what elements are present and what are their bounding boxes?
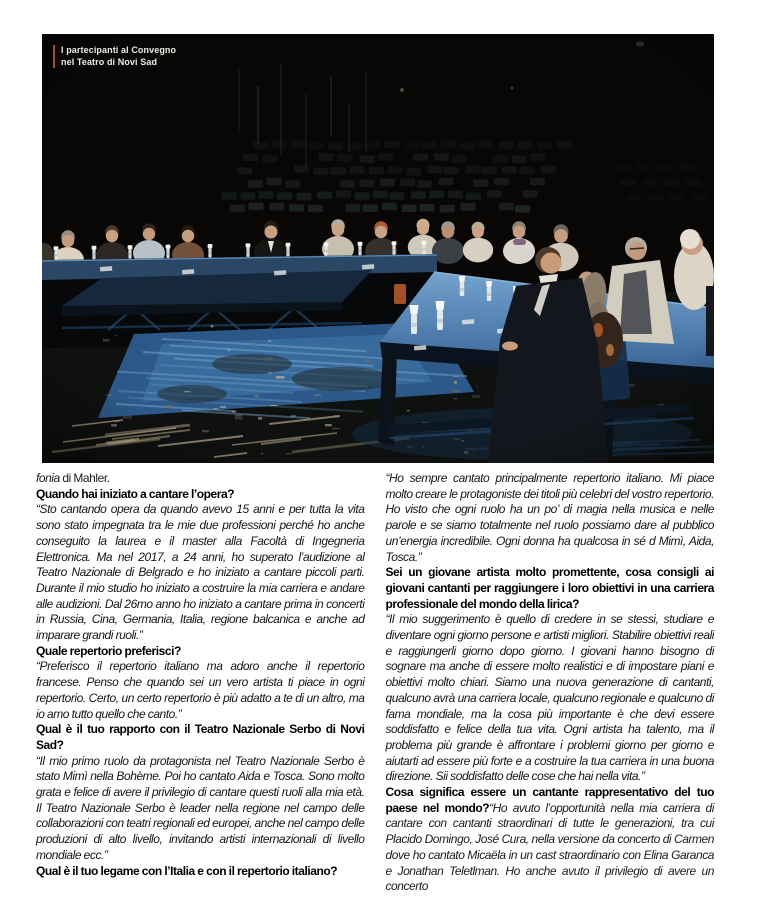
interview-question: Sei un giovane artista molto promettente, cosa consigli ai giovani cantanti per raggiungere i loro obiettivi in una carriera professionale del mondo della lirica? <box>385 565 714 611</box>
caption-line-2: nel Teatro di Novi Sad <box>61 56 158 67</box>
interview-answer: “Il mio primo ruolo da protagonista nel Teatro Nazionale Serbo è stato Mimì nella Bohème. Poi ho cantato Aida e Tosca. Sono molto grata e felice di avere il privilegio di cantare questi ruoli alla mia età. Il Teatro Nazionale Serbo è leader nella regione nel campo delle collaborazioni con teatri regionali ed europei, anche nel campo delle produzioni di alto livello, invitando artisti internazionali di livello mondiale ecc.” <box>36 753 365 862</box>
caption-accent-bar <box>53 45 55 68</box>
vignette-overlay <box>42 34 714 463</box>
interview-question-with-inline-answer: Cosa significa essere un cantante rappresentativo del tuo paese nel mondo?“Ho avuto l’opportunità nella mia carriera di cantare con cantanti straordinari di tutte le generazioni, tra cui Placido Domingo, José Cura, nella versione da concerto di Carmen dove ho cantato Micaëla in un cast straordinario con Elina Garanca e Jonathan Teletlman. Ho anche avuto il privilegio di avere un concerto <box>385 785 714 894</box>
conference-photo <box>42 34 714 463</box>
article-column-left <box>36 471 365 895</box>
interview-answer: “Sto cantando opera da quando avevo 15 anni e per tutta la vita sono stato impegnata tra le mie due professioni perché ho anche conseguito la laurea e il master alla Facoltà di Ingegneria Elettronica. Ma nel 2017, a 24 anni, ho superato l’audizione al Teatro Nazionale di Belgrado e ho iniziato a cantare piccoli parti. Durante il mio studio ho iniziato a costruire la mia carriera e andare alle audizioni. Dal 26mo anno ho iniziato a cantare prima in concerti in Russia, Cina, Germania, Italia, regione balcanica e anche ad imparare grandi ruoli.” <box>36 502 365 643</box>
interview-question: Quale repertorio preferisci? <box>36 643 181 658</box>
caption-text <box>61 45 176 68</box>
conference-photo-svg <box>42 34 714 463</box>
caption-line-1: I partecipanti al Convegno <box>61 45 177 55</box>
interview-answer: “Ho sempre cantato principalmente repertorio italiano. Mi piace molto creare le protagoniste dei titoli più celebri del vostro repertorio. Ho visto che ogni ruolo ha un po’ di magia nella musica e nelle parole e se siamo totalmente nel ruolo possiamo dare al pubblico un’energia incredibile. Ogni donna ha qualcosa in sé d Mimì, Aida, Tosca.” <box>385 471 714 564</box>
interview-question: Quando hai iniziato a cantare l’opera? <box>36 486 235 501</box>
interview-question: Qual è il tuo rapporto con il Teatro Nazionale Serbo di Novi Sad? <box>36 722 365 752</box>
interview-answer: “Preferisco il repertorio italiano ma adoro anche il repertorio francese. Penso che quando sei un vero artista ti piace in ogni repertorio. Certo, un certo repertorio è più adatto a te di un altro, ma io amo tutto quello che canto.” <box>36 659 365 721</box>
lead-in-paragraph: fonia di Mahler. <box>36 471 110 485</box>
interview-answer: “Il mio suggerimento è quello di credere in se stessi, studiare e diventare ogni giorno persone e artisti migliori. Stabilire obiettivi reali e raggiungerli giorno dopo giorno. I giovani hanno bisogno di sognare ma anche di essere molto realistici e di impostare piani e obiettivi molto chiari. Siamo una nuova generazione di cantanti, qualcuno avrà una carriera locale, qualcuno regionale e qualcuno di fama mondiale, ma la cosa più importante è che devi essere soddisfatto e felice della tua vita. Ogni artista ha talento, ma il problema più grande è affrontare i problemi giorno per giorno e aiutarti ad essere più forte e a costruire la tua carriera in una buona direzione. Sii soddisfatto delle cose che hai nella vita.” <box>385 612 714 784</box>
article-body <box>36 471 714 895</box>
interview-question: Qual è il tuo legame con l’Italia e con il repertorio italiano? <box>36 863 338 878</box>
article-column-right <box>386 471 715 895</box>
photo-caption <box>53 45 176 68</box>
